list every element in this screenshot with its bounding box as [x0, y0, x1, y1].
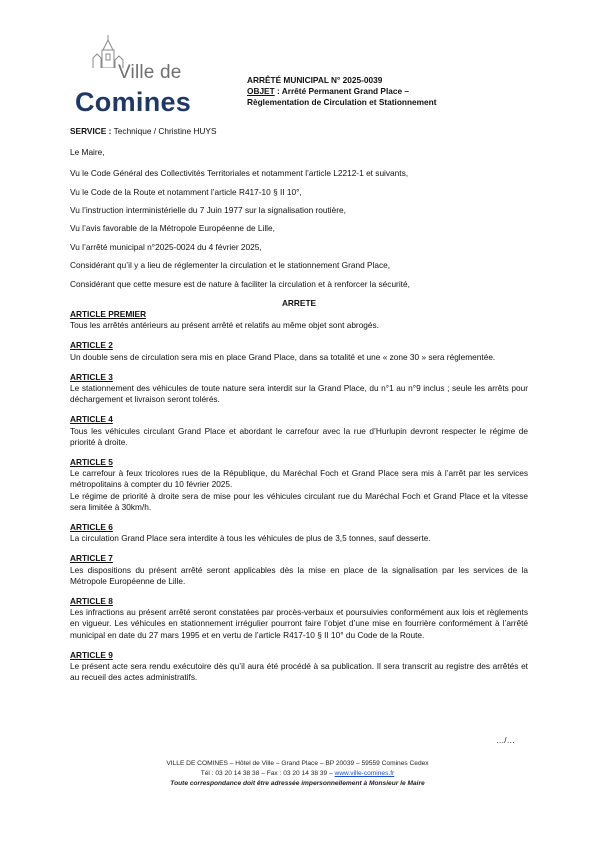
logo — [72, 34, 192, 117]
logo-text-small: Ville de — [118, 62, 182, 83]
service-label: SERVICE : — [70, 126, 114, 136]
article-title: ARTICLE 5 — [70, 457, 113, 468]
article-title: ARTICLE 8 — [70, 596, 113, 607]
continuation-mark: …/… — [496, 735, 515, 745]
consideration: Considérant que cette mesure est de nature à faciliter la circulation et à renforcer la sécurité, — [70, 278, 410, 289]
document-header — [247, 75, 527, 109]
consideration: Vu l’arrêté municipal n°2025-0024 du 4 février 2025, — [70, 241, 262, 252]
article-text: Un double sens de circulation sera mis en place Grand Place, dans sa totalité et une « zone 30 » sera réglementée. — [70, 351, 496, 362]
consideration: Vu l’avis favorable de la Métropole Européenne de Lille, — [70, 223, 275, 234]
article-title: ARTICLE 9 — [70, 649, 113, 660]
article — [70, 309, 528, 331]
article-text: Le carrefour à feux tricolores rues de la République, du Maréchal Foch et Grand Place sera mis à l’arrêt par les services métropolitains à compter du 10 février 2025. — [70, 468, 528, 490]
consideration: Vu le Code Général des Collectivités Territoriales et notamment l’article L2212-1 et suivants, — [70, 168, 409, 179]
footer-note: Toute correspondance doit être adressée impersonnellement à Monsieur le Maire — [170, 780, 425, 787]
article — [70, 372, 528, 406]
article-text: La circulation Grand Place sera interdite à tous les véhicules de plus de 3,5 tonnes, sauf desserte. — [70, 533, 431, 544]
article-title: ARTICLE 4 — [70, 414, 113, 425]
article — [70, 522, 528, 544]
article-title: ARTICLE 3 — [70, 371, 113, 382]
article — [70, 650, 528, 684]
article — [70, 553, 528, 587]
logo-text-big: Comines — [75, 87, 192, 117]
article — [70, 596, 528, 641]
article — [70, 414, 528, 448]
document-title: ARRÊTÉ MUNICIPAL N° 2025-0039 — [247, 75, 383, 85]
article-title: ARTICLE PREMIER — [70, 309, 147, 319]
article-text: Le régime de priorité à droite sera de mise pour les véhicules circulant rue du Maréchal Foch et Grand Place et la vitesse sera limitée à 30km/h. — [70, 490, 528, 512]
article — [70, 457, 528, 513]
service-line — [70, 126, 217, 137]
document-subject — [247, 86, 527, 97]
consideration: Considérant qu’il y a lieu de réglementer la circulation et le stationnement Grand Place, — [70, 260, 391, 271]
page-footer — [60, 759, 535, 789]
article-text: Le stationnement des véhicules de toute nature sera interdit sur la Grand Place, du n°1 au n°9 inclus ; seule les arrêts pour déchargement et livraison seront tolérés. — [70, 383, 528, 405]
subject-text: : Arrêté Permanent Grand Place – — [274, 86, 410, 97]
article-text: Tous les véhicules circulant Grand Place et abordant le carrefour avec la rue d’Hurlupin devront respecter le régime de priorité à droite. — [70, 425, 528, 447]
mayor-line: Le Maire, — [70, 147, 105, 157]
service-name: Technique / Christine HUYS — [113, 126, 217, 136]
article-text: Les infractions au présent arrêté seront constatées par procès-verbaux et poursuivies conformément aux lois et règlements en vigueur. Les véhicules en stationnement irrégulier pourront faire l’objet d’une mise en fourrière conformément à l’arrêté municipal en date du 27 mars 1995 et en vertu de l’article R417-10 § II 10° du Code de la Route. — [70, 607, 528, 640]
article-text: Les dispositions du présent arrêté seront applicables dès la mise en place de la signalisation par les services de la Métropole Européenne de Lille. — [70, 564, 528, 586]
article-text: Tous les arrêtés antérieurs au présent arrêté et relatifs au même objet sont abrogés. — [70, 320, 379, 331]
footer-contact — [60, 769, 535, 779]
consideration: Vu l’instruction interministérielle du 7 Juin 1977 sur la signalisation routière, — [70, 204, 346, 215]
article-title: ARTICLE 2 — [70, 340, 113, 351]
preamble — [70, 147, 528, 297]
articles — [70, 309, 528, 692]
decree-heading: ARRETE — [281, 298, 317, 308]
article-title: ARTICLE 6 — [70, 522, 113, 533]
footer-address: VILLE DE COMINES – Hôtel de Ville – Grand Place – BP 20039 – 59559 Comines Cedex — [166, 760, 429, 767]
article — [70, 340, 528, 362]
website-link[interactable]: www.ville-comines.fr — [334, 770, 395, 777]
footer-phone: Tél : 03 20 14 38 38 – Fax : 03 20 14 38 39 – — [200, 770, 335, 777]
article-title: ARTICLE 7 — [70, 553, 113, 564]
consideration: Vu le Code de la Route et notamment l’article R417-10 § II 10°, — [70, 186, 302, 197]
document-subject-line2: Règlementation de Circulation et Stationnement — [247, 97, 437, 108]
subject-label: OBJET — [247, 86, 275, 97]
article-text: Le présent acte sera rendu exécutoire dès qu’il aura été procédé à sa publication. Il sera transcrit au registre des arrêtés et au recueil des actes administratifs. — [70, 661, 528, 683]
